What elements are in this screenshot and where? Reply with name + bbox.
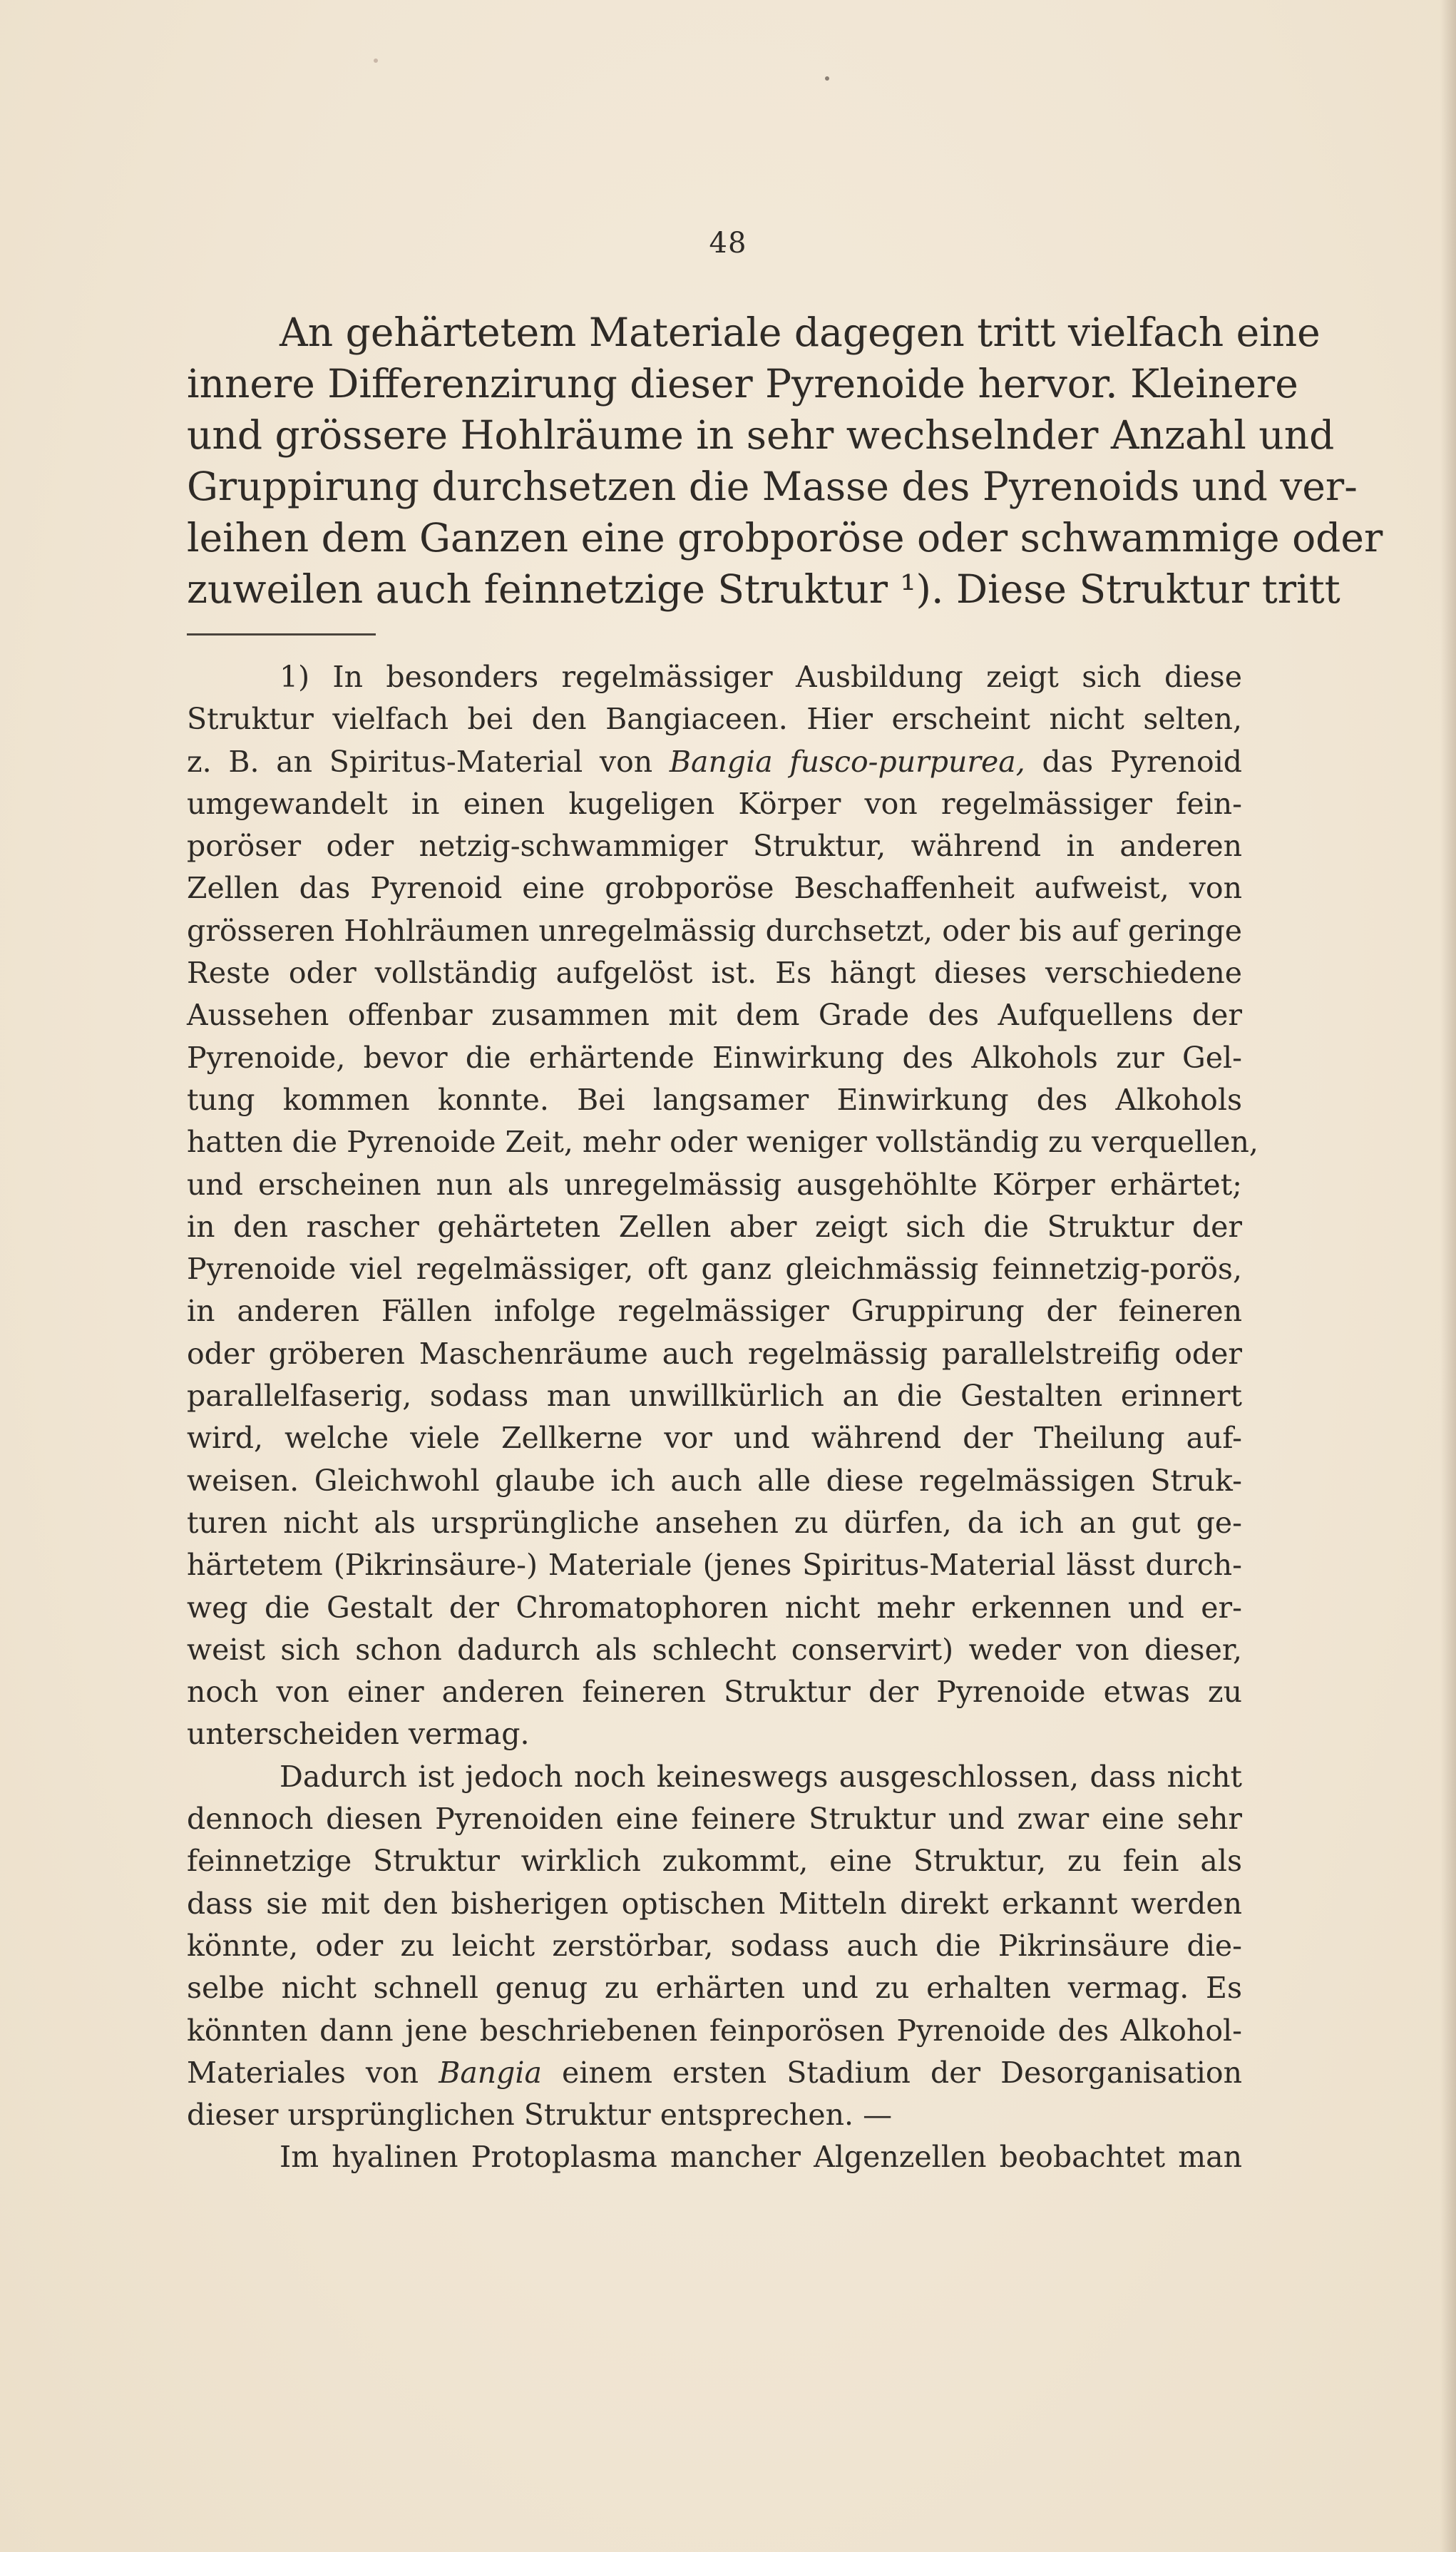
footnote-line [187,2052,1242,2094]
footnote-line: Zellen das Pyrenoid eine grobporöse Beschaffenheit aufweist, von [187,871,1242,906]
footnote-line-text: z. B. an Spiritus-Material von [187,744,670,779]
footnote-line: Dadurch ist jedoch noch keineswegs ausgeschlossen, dass nicht [280,1759,1242,1794]
main-text-line: Gruppirung durchsetzen die Masse des Pyrenoids und ver- [187,464,1358,509]
main-text-line: An gehärtetem Materiale dagegen tritt vielfach eine [280,310,1321,355]
main-paragraph [187,307,1383,615]
species-name-italic: Bangia [439,2055,542,2090]
footnote-line: noch von einer anderen feineren Struktur der Pyrenoide etwas zu [187,1675,1242,1710]
footnote-line: Reste oder vollständig aufgelöst ist. Es hängt dieses verschiedene [187,956,1242,991]
main-text-line: zuweilen auch feinnetzige Struktur ¹). Diese Struktur tritt [187,566,1340,612]
footnote-line: dass sie mit den bisherigen optischen Mitteln direkt erkannt werden [187,1886,1242,1921]
page-edge-shadow [1440,0,1456,2552]
footnote-line: könnte, oder zu leicht zerstörbar, sodass auch die Pikrinsäure die- [187,1928,1242,1963]
footnote-line: weisen. Gleichwohl glaube ich auch alle diese regelmässigen Struk- [187,1463,1242,1498]
footnote-line-text: Materiales von [187,2055,439,2090]
footnote-line: härtetem (Pikrinsäure-) Materiale (jenes Spiritus-Material lässt durch- [187,1548,1242,1583]
footnote-separator-rule [187,633,376,636]
footnote-line: feinnetzige Struktur wirklich zukommt, eine Struktur, zu fein als [187,1844,1242,1879]
footnote-line: weist sich schon dadurch als schlecht conservirt) weder von dieser, [187,1632,1242,1667]
footnote-line: und erscheinen nun als unregelmässig ausgehöhlte Körper erhärtet; [187,1167,1242,1202]
main-text-line: leihen dem Ganzen eine grobporöse oder schwammige oder [187,515,1383,561]
footnote-line: dennoch diesen Pyrenoiden eine feinere Struktur und zwar eine sehr [187,1802,1242,1837]
footnote-line: selbe nicht schnell genug zu erhärten und zu erhalten vermag. Es [187,1971,1242,2006]
footnote-line: in den rascher gehärteten Zellen aber zeigt sich die Struktur der [187,1209,1242,1244]
footnote-line: dieser ursprünglichen Struktur entsprechen. — [187,2098,893,2133]
footnote-line: weg die Gestalt der Chromatophoren nicht mehr erkennen und er- [187,1590,1242,1625]
footnote-line: 1) In besonders regelmässiger Ausbildung zeigt sich diese [280,660,1242,694]
footnote-line-text: das Pyrenoid [1025,744,1243,779]
footnote-line: Im hyalinen Protoplasma mancher Algenzellen beobachtet man [280,2140,1242,2175]
footnote-line: hatten die Pyrenoide Zeit, mehr oder weniger vollständig zu verquellen, [187,1125,1258,1160]
ink-speck [374,58,378,63]
footnote-line: unterscheiden vermag. [187,1717,530,1752]
ink-speck [825,76,829,81]
footnote-line: umgewandelt in einen kugeligen Körper von regelmässiger fein- [187,786,1242,821]
footnote-line: in anderen Fällen infolge regelmässiger Gruppirung der feineren [187,1294,1242,1329]
species-name-italic: Bangia fusco-purpurea, [669,744,1025,779]
page-number: 48 [709,227,747,260]
footnote-line: könnten dann jene beschriebenen feinporösen Pyrenoide des Alkohol- [187,2013,1242,2048]
footnote-line: parallelfaserig, sodass man unwillkürlich an die Gestalten erinnert [187,1379,1242,1414]
footnote-line: oder gröberen Maschenräume auch regelmässig parallelstreifig oder [187,1336,1242,1371]
footnote-line: Pyrenoide, bevor die erhärtende Einwirkung des Alkohols zur Gel- [187,1040,1242,1075]
footnote-line: Pyrenoide viel regelmässiger, oft ganz gleichmässig feinnetzig-porös, [187,1252,1242,1287]
footnote-line: Aussehen offenbar zusammen mit dem Grade des Aufquellens der [187,998,1242,1033]
footnote-line-text: einem ersten Stadium der Desorganisation [541,2055,1242,2090]
footnote-line: tung kommen konnte. Bei langsamer Einwirkung des Alkohols [187,1082,1242,1117]
footnote-block [187,656,1258,2179]
footnote-line: turen nicht als ursprüngliche ansehen zu dürfen, da ich an gut ge- [187,1505,1242,1540]
footnote-line: wird, welche viele Zellkerne vor und während der Theilung auf- [187,1421,1242,1456]
footnote-line: grösseren Hohlräumen unregelmässig durchsetzt, oder bis auf geringe [187,913,1242,948]
main-text-line: innere Differenzirung dieser Pyrenoide hervor. Kleinere [187,361,1298,407]
footnote-line [187,741,1242,783]
footnote-line: Struktur vielfach bei den Bangiaceen. Hier erscheint nicht selten, [187,702,1242,737]
footnote-line: poröser oder netzig-schwammiger Struktur, während in anderen [187,829,1242,864]
main-text-line: und grössere Hohlräume in sehr wechselnder Anzahl und [187,412,1335,458]
